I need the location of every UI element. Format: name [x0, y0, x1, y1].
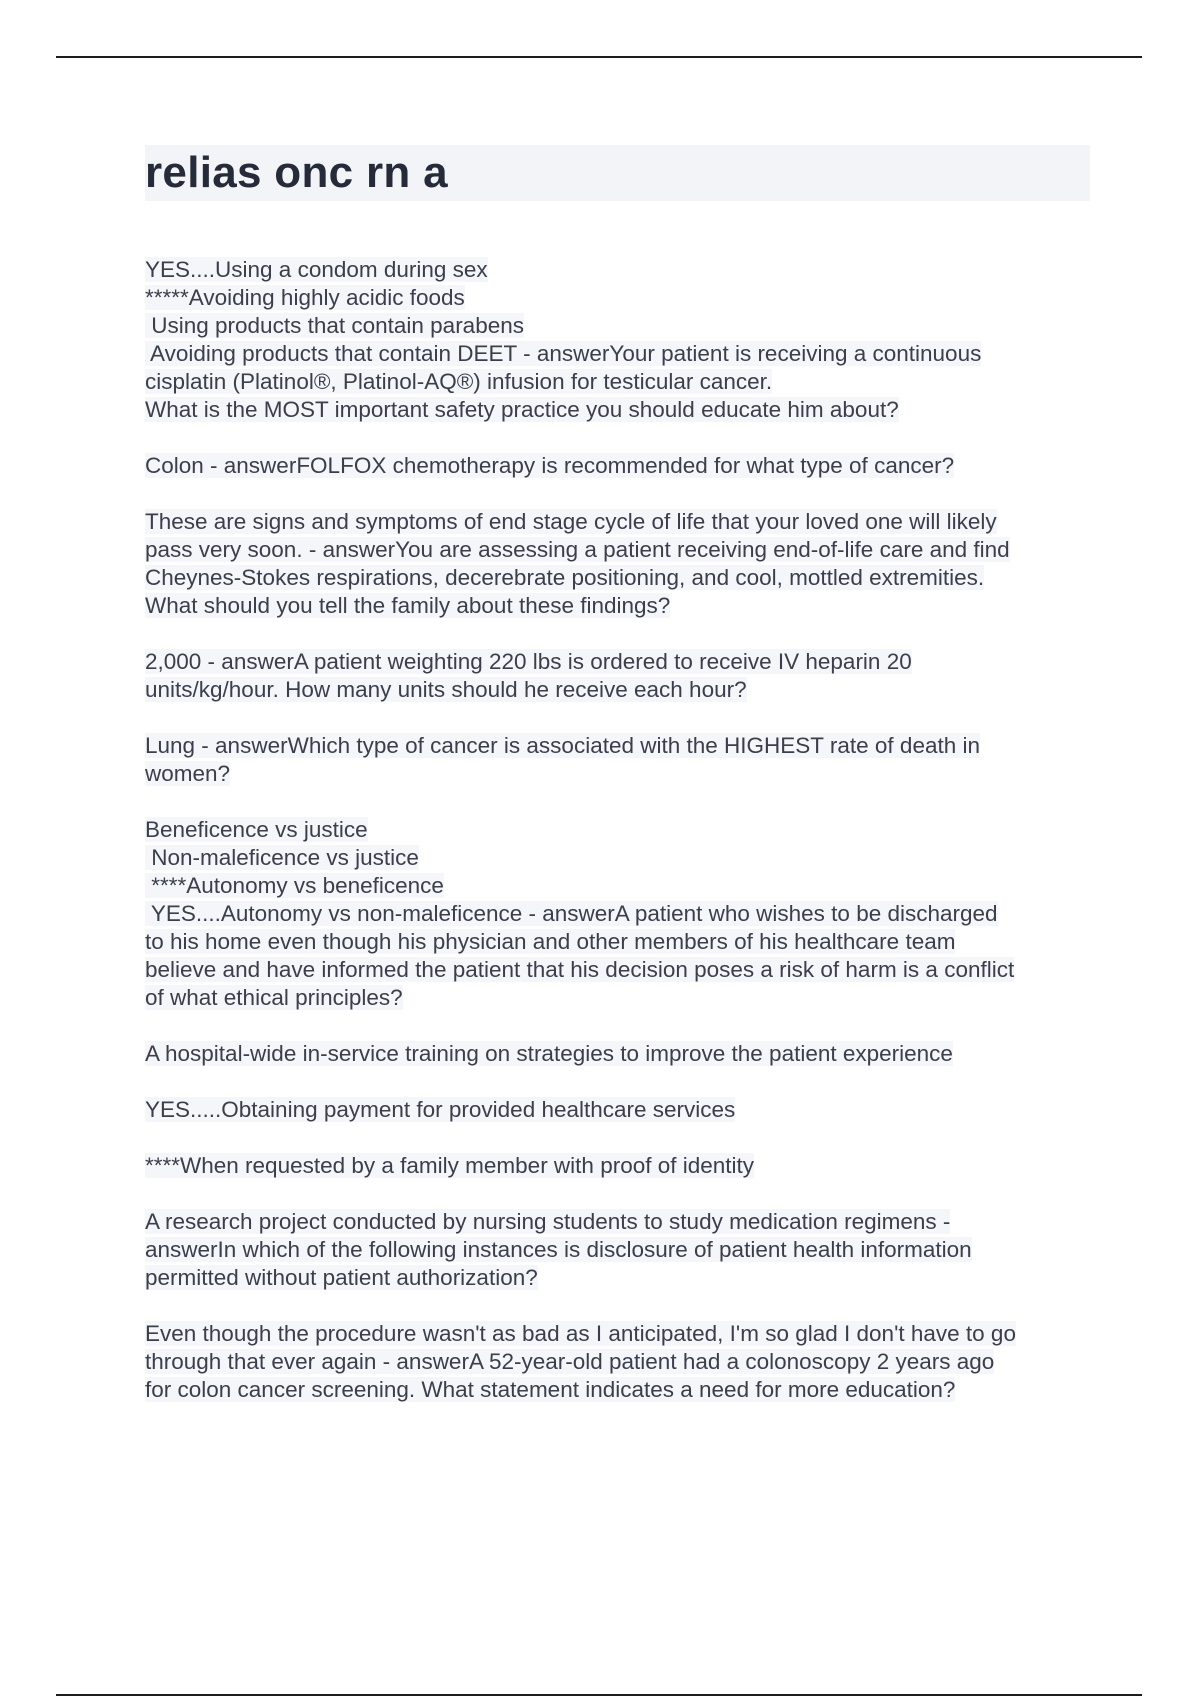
document-title: relias onc rn a — [145, 148, 448, 197]
text-line — [145, 844, 1105, 872]
qa-paragraph — [145, 508, 1105, 620]
line-text: Colon - answerFOLFOX chemotherapy is recommended for what type of cancer? — [145, 453, 955, 478]
line-text: A research project conducted by nursing students to study medication regimens - — [145, 1209, 951, 1234]
text-line — [145, 928, 1105, 956]
text-line — [145, 592, 1105, 620]
line-text: These are signs and symptoms of end stage cycle of life that your loved one will likely — [145, 509, 997, 534]
text-line — [145, 1348, 1105, 1376]
text-line — [145, 872, 1105, 900]
line-text: Avoiding products that contain DEET - answerYour patient is receiving a continuous — [145, 341, 982, 366]
line-text: YES.....Obtaining payment for provided healthcare services — [145, 1097, 736, 1122]
line-text: Lung - answerWhich type of cancer is associated with the HIGHEST rate of death in — [145, 733, 980, 758]
line-text: Beneficence vs justice — [145, 817, 368, 842]
qa-paragraph — [145, 452, 1105, 480]
qa-paragraph — [145, 648, 1105, 704]
line-text: Non-maleficence vs justice — [145, 845, 419, 870]
text-line — [145, 956, 1105, 984]
line-text: through that ever again - answerA 52-year-old patient had a colonoscopy 2 years ago — [145, 1349, 995, 1374]
text-line — [145, 1376, 1105, 1404]
text-line — [145, 256, 1105, 284]
text-line — [145, 676, 1105, 704]
text-line — [145, 508, 1105, 536]
text-line — [145, 1264, 1105, 1292]
text-line — [145, 816, 1105, 844]
text-line — [145, 284, 1105, 312]
line-text: What is the MOST important safety practice you should educate him about? — [145, 397, 899, 422]
text-line — [145, 1320, 1105, 1348]
line-text: permitted without patient authorization? — [145, 1265, 538, 1290]
line-text: YES....Using a condom during sex — [145, 257, 488, 282]
line-text: A hospital-wide in-service training on strategies to improve the patient experience — [145, 1041, 953, 1066]
line-text: units/kg/hour. How many units should he receive each hour? — [145, 677, 747, 702]
text-line — [145, 1208, 1105, 1236]
line-text: *****Avoiding highly acidic foods — [145, 285, 465, 310]
text-line — [145, 732, 1105, 760]
line-text: Cheynes-Stokes respirations, decerebrate positioning, and cool, mottled extremities. — [145, 565, 985, 590]
line-text: 2,000 - answerA patient weighting 220 lbs is ordered to receive IV heparin 20 — [145, 649, 912, 674]
text-line — [145, 564, 1105, 592]
text-line — [145, 648, 1105, 676]
line-text: ****When requested by a family member with proof of identity — [145, 1153, 755, 1178]
line-text: for colon cancer screening. What statement indicates a need for more education? — [145, 1377, 956, 1402]
line-text: of what ethical principles? — [145, 985, 403, 1010]
line-text: What should you tell the family about these findings? — [145, 593, 671, 618]
qa-paragraph — [145, 1152, 1105, 1180]
text-line — [145, 452, 1105, 480]
text-line — [145, 368, 1105, 396]
line-text: ****Autonomy vs beneficence — [145, 873, 444, 898]
line-text: pass very soon. - answerYou are assessing a patient receiving end-of-life care and find — [145, 537, 1010, 562]
line-text: believe and have informed the patient that his decision poses a risk of harm is a conflict — [145, 957, 1015, 982]
qa-paragraph — [145, 1040, 1105, 1068]
line-text: answerIn which of the following instances is disclosure of patient health information — [145, 1237, 972, 1262]
line-text: YES....Autonomy vs non-maleficence - answerA patient who wishes to be discharged — [145, 901, 998, 926]
text-line — [145, 1152, 1105, 1180]
text-line — [145, 536, 1105, 564]
line-text: Using products that contain parabens — [145, 313, 524, 338]
text-line — [145, 1236, 1105, 1264]
text-line — [145, 1096, 1105, 1124]
qa-paragraph — [145, 1096, 1105, 1124]
qa-paragraph — [145, 1320, 1105, 1404]
bottom-rule — [56, 1694, 1142, 1696]
text-line — [145, 984, 1105, 1012]
line-text: cisplatin (Platinol®, Platinol-AQ®) infusion for testicular cancer. — [145, 369, 773, 394]
qa-paragraph — [145, 732, 1105, 788]
text-line — [145, 900, 1105, 928]
line-text: Even though the procedure wasn't as bad as I anticipated, I'm so glad I don't have to go — [145, 1321, 1016, 1346]
text-line — [145, 340, 1105, 368]
text-line — [145, 1040, 1105, 1068]
text-line — [145, 312, 1105, 340]
text-line — [145, 396, 1105, 424]
document-body — [145, 256, 1105, 1432]
top-rule — [56, 56, 1142, 58]
line-text: women? — [145, 761, 231, 786]
text-line — [145, 760, 1105, 788]
line-text: to his home even though his physician and other members of his healthcare team — [145, 929, 956, 954]
qa-paragraph — [145, 816, 1105, 1012]
qa-paragraph — [145, 1208, 1105, 1292]
qa-paragraph — [145, 256, 1105, 424]
